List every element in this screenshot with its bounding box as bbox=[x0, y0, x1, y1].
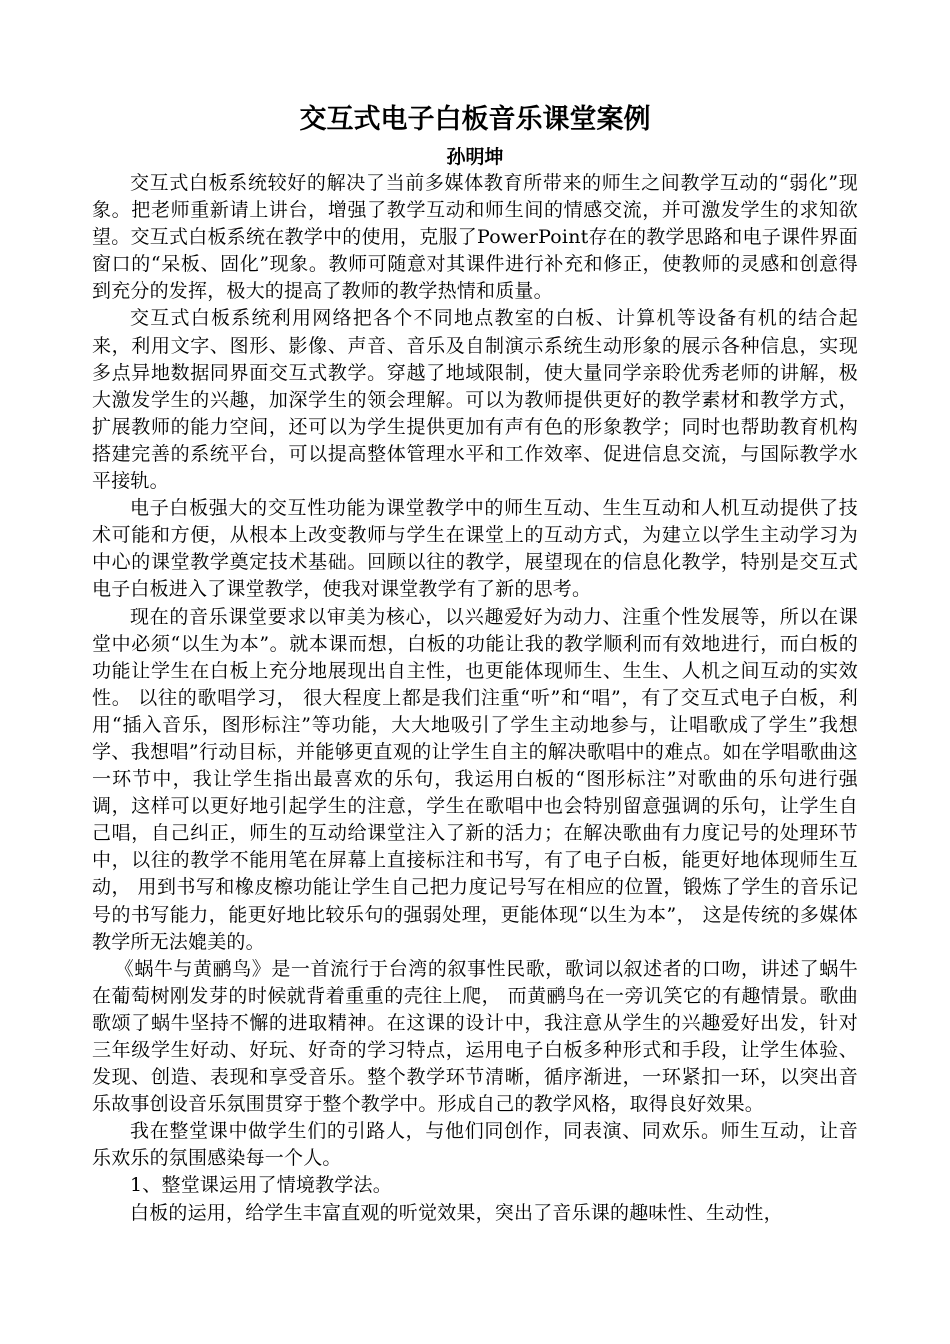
document-page bbox=[92, 100, 858, 1227]
author-name: 孙明坤 bbox=[446, 146, 504, 168]
paragraph-5: 《蜗牛与黄鹂鸟》是一首流行于台湾的叙事性民歌，歌词以叙述者的口吻，讲述了蜗牛在葡萄树刚发芽的时候就背着重重的壳往上爬， 而黄鹂鸟在一旁讥笑它的有趣情景。歌曲歌颂了蜗牛坚持不懈的进取精神。在这课的设计中，我注意从学生的兴趣爱好出发，针对三年级学生好动、好玩、好奇的学习特点，运用电子白板多种形式和手段，让学生体验、发现、创造、表现和享受音乐。整个教学环节清晰，循序渐进，一环紧扣一环，以突出音乐故事创设音乐氛围贯穿于整个教学中。形成自己的教学风格，取得良好效果。 bbox=[92, 957, 858, 1116]
document-body bbox=[92, 170, 858, 1227]
paragraph-7-heading: 1、整堂课运用了情境教学法。 bbox=[130, 1174, 392, 1197]
paragraph-3: 电子白板强大的交互性功能为课堂教学中的师生互动、生生互动和人机互动提供了技术可能和方便，从根本上改变教师与学生在课堂上的互动方式，为建立以学生主动学习为中心的课堂教学奠定技术基础。回顾以往的教学，展望现在的信息化教学，特别是交互式电子白板进入了课堂教学，使我对课堂教学有了新的思考。 bbox=[92, 497, 858, 601]
paragraph-4: 现在的音乐课堂要求以审美为核心，以兴趣爱好为动力、注重个性发展等，所以在课堂中必须“以生为本”。就本课而想，白板的功能让我的教学顺利而有效地进行，而白板的功能让学生在白板上充分地展现出自主性，也更能体现师生、生生、人机之间互动的实效性。 以往的歌唱学习， 很大程度上都是我们注重“听”和“唱”，有了交互式电子白板，利用“插入音乐，图形标注”等功能，大大地吸引了学生主动地参与，让唱歌成了学生”我想学、我想唱”行动目标，并能够更直观的让学生自主的解决歌唱中的难点。如在学唱歌曲这一环节中，我让学生指出最喜欢的乐句，我运用白板的“图形标注”对歌曲的乐句进行强调，这样可以更好地引起学生的注意，学生在歌唱中也会特别留意强调的乐句，让学生自己唱，自己纠正，师生的互动给课堂注入了新的活力；在解决歌曲有力度记号的处理环节中，以往的教学不能用笔在屏幕上直接标注和书写，有了电子白板，能更好地体现师生互动， 用到书写和橡皮檫功能让学生自己把力度记号写在相应的位置，锻炼了学生的音乐记号的书写能力，能更好地比较乐句的强弱处理，更能体现“以生为本”， 这是传统的多媒体教学所无法媲美的。 bbox=[92, 605, 858, 953]
paragraph-8: 白板的运用，给学生丰富直观的听觉效果，突出了音乐课的趣味性、生动性， bbox=[130, 1201, 783, 1224]
paragraph-2: 交互式白板系统利用网络把各个不同地点教室的白板、计算机等设备有机的结合起来，利用文字、图形、影像、声音、音乐及自制演示系统生动形象的展示各种信息，实现多点异地数据同界面交互式教学。穿越了地域限制，使大量同学亲聆优秀老师的讲解，极大激发学生的兴趣，加深学生的领会理解。可以为教师提供更好的教学素材和教学方式，扩展教师的能力空间，还可以为学生提供更加有声有色的形象教学；同时也帮助教育机构搭建完善的系统平台，可以提高整体管理水平和工作效率、促进信息交流，与国际教学水平接轨。 bbox=[92, 307, 858, 493]
paragraph-6: 我在整堂课中做学生们的引路人，与他们同创作，同表演、同欢乐。师生互动，让音乐欢乐的氛围感染每一个人。 bbox=[92, 1120, 858, 1170]
document-title: 交互式电子白板音乐课堂案例 bbox=[299, 104, 651, 135]
paragraph-1: 交互式白板系统较好的解决了当前多媒体教育所带来的师生之间教学互动的“弱化”现象。把老师重新请上讲台，增强了教学互动和师生间的情感交流，并可激发学生的求知欲望。交互式白板系统在教学中的使用，克服了PowerPoint存在的教学思路和电子课件界面窗口的“呆板、固化”现象。教师可随意对其课件进行补充和修正，使教师的灵感和创意得到充分的发挥，极大的提高了教师的教学热情和质量。 bbox=[92, 172, 858, 303]
